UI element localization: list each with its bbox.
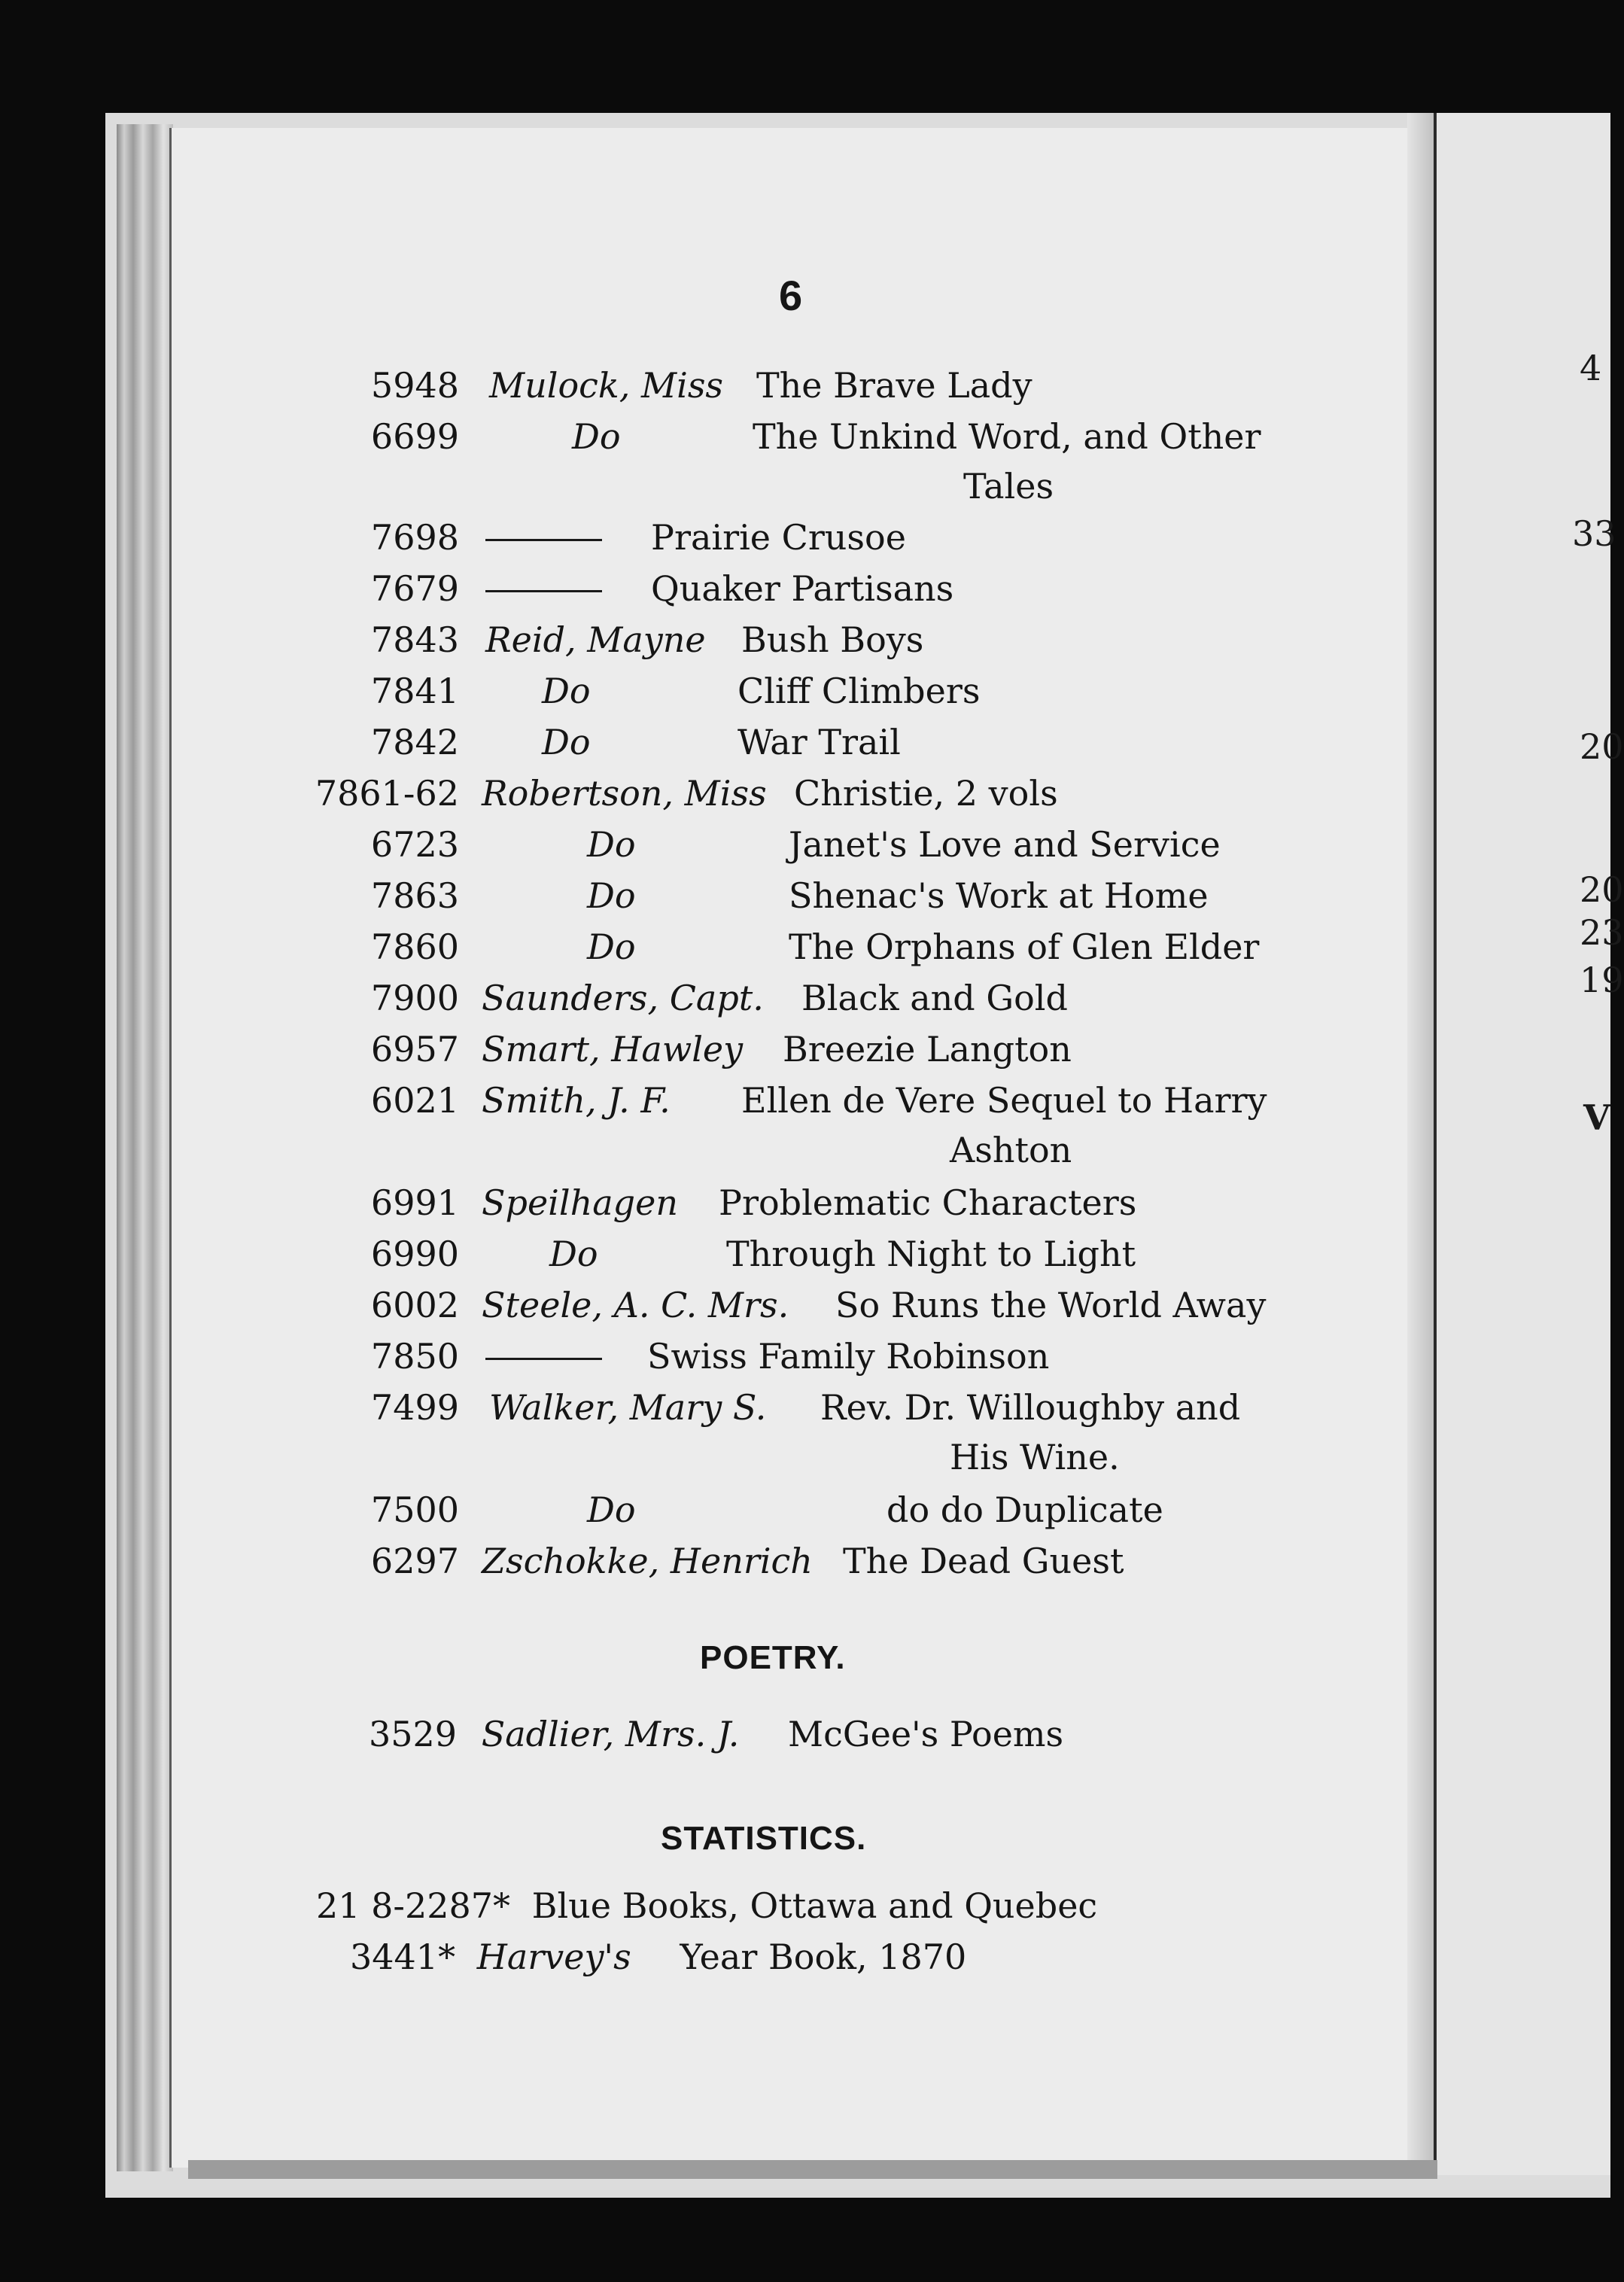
entry-author: Do: [572, 416, 621, 457]
entry-title: Problematic Characters: [719, 1182, 1137, 1223]
entry-number: 7500: [370, 1489, 459, 1530]
entry-title-continuation: Ashton: [950, 1130, 1072, 1170]
entry-number: 7863: [370, 875, 459, 916]
entry-author: Zschokke, Henrich: [482, 1541, 813, 1581]
right-fragment: 23: [1580, 912, 1624, 953]
entry-title: So Runs the World Away: [835, 1285, 1267, 1325]
entry-title: The Brave Lady: [756, 365, 1032, 406]
page-number: 6: [779, 272, 803, 319]
entry-number: 7841: [370, 671, 459, 711]
entry-number: 7679: [370, 568, 459, 609]
entry-author: Do: [542, 671, 591, 711]
entry-title: Cliff Climbers: [737, 671, 981, 711]
poetry-heading: POETRY.: [700, 1639, 846, 1676]
entry-number: 7861-62: [315, 773, 459, 814]
ditto-dash: [485, 539, 602, 541]
right-page: [1434, 113, 1624, 2175]
entry-number: 6990: [370, 1234, 459, 1274]
entry-number: 7843: [370, 619, 459, 660]
entry-author: Mulock, Miss: [489, 365, 724, 406]
entry-title: Black and Gold: [801, 978, 1068, 1018]
entry-title: Prairie Crusoe: [651, 517, 906, 558]
page-edge-stack: [117, 124, 173, 2171]
entry-title: The Orphans of Glen Elder: [789, 926, 1260, 967]
entry-author: Do: [587, 926, 636, 967]
gutter-shadow: [1407, 113, 1437, 2175]
entry-author: Do: [549, 1234, 598, 1274]
entry-title: Shenac's Work at Home: [789, 875, 1209, 916]
entry-author: Do: [587, 824, 636, 865]
entry-author: Harvey's: [476, 1937, 631, 1977]
entry-title: The Dead Guest: [843, 1541, 1124, 1581]
entry-author: Speilhagen: [482, 1182, 678, 1223]
entry-title: McGee's Poems: [787, 1714, 1064, 1754]
entry-author: Reid, Mayne: [485, 619, 706, 660]
entry-number: 7860: [370, 926, 459, 967]
entry-title: Year Book, 1870: [680, 1937, 967, 1977]
entry-author: Robertson, Miss: [482, 773, 767, 814]
right-fragment: 20: [1580, 726, 1624, 767]
entry-number: 21 8-2287*: [316, 1885, 511, 1926]
entry-author: Sadlier, Mrs. J.: [481, 1714, 740, 1754]
entry-title: War Trail: [737, 722, 901, 762]
entry-author: Do: [587, 1489, 636, 1530]
right-fragment: 33: [1572, 513, 1616, 554]
entry-number: 3441*: [350, 1937, 456, 1977]
entry-title: Swiss Family Robinson: [647, 1336, 1050, 1377]
right-fragment: 4: [1580, 348, 1602, 388]
entry-title: Through Night to Light: [726, 1234, 1136, 1274]
entry-number: 7900: [370, 978, 459, 1018]
statistics-entry: [316, 1880, 1097, 1931]
entry-title: do do Duplicate: [887, 1489, 1163, 1530]
entry-number: 6957: [370, 1029, 459, 1069]
entry-number: 5948: [370, 365, 459, 406]
entry-title: Blue Books, Ottawa and Quebec: [531, 1885, 1098, 1926]
entry-number: 6723: [370, 824, 459, 865]
ditto-dash: [485, 1358, 602, 1360]
entry-number: 6991: [370, 1182, 459, 1223]
entry-title: Quaker Partisans: [651, 568, 954, 609]
entry-author: Do: [542, 722, 591, 762]
entry-number: 7842: [370, 722, 459, 762]
ditto-dash: [485, 590, 602, 592]
entry-author: Smart, Hawley: [482, 1029, 744, 1069]
entry-title-continuation: Tales: [963, 466, 1054, 507]
entry-author: Do: [587, 875, 636, 916]
entry-title: Bush Boys: [741, 619, 924, 660]
entry-title: Janet's Love and Service: [789, 824, 1221, 865]
right-fragment: 20: [1580, 869, 1624, 910]
entry-number: 6699: [370, 416, 459, 457]
entry-author: Walker, Mary S.: [489, 1387, 767, 1428]
entry-title: The Unkind Word, and Other: [753, 416, 1261, 457]
entry-number: 7850: [370, 1336, 459, 1377]
poetry-entry: [369, 1708, 1063, 1760]
page-bottom-edge: [188, 2160, 1437, 2179]
entry-number: 7698: [370, 517, 459, 558]
entry-author: Steele, A. C. Mrs.: [482, 1285, 789, 1325]
statistics-heading: STATISTICS.: [661, 1820, 867, 1857]
entry-number: 6021: [370, 1080, 459, 1121]
entry-title: Ellen de Vere Sequel to Harry: [741, 1080, 1267, 1121]
entry-title-continuation: His Wine.: [950, 1437, 1120, 1477]
statistics-entry: [350, 1931, 966, 1982]
entry-number: 6297: [370, 1541, 459, 1581]
right-fragment: V: [1583, 1097, 1610, 1138]
entry-author: Smith, J. F.: [482, 1080, 671, 1121]
entry-number: 3529: [369, 1714, 458, 1754]
entry-title: Rev. Dr. Willoughby and: [820, 1387, 1241, 1428]
entry-title: Christie, 2 vols: [794, 773, 1058, 814]
entry-author: Saunders, Capt.: [482, 978, 764, 1018]
right-fragment: 19: [1580, 960, 1624, 1000]
entry-title: Breezie Langton: [783, 1029, 1072, 1069]
entry-number: 6002: [370, 1285, 459, 1325]
entry-number: 7499: [370, 1387, 459, 1428]
